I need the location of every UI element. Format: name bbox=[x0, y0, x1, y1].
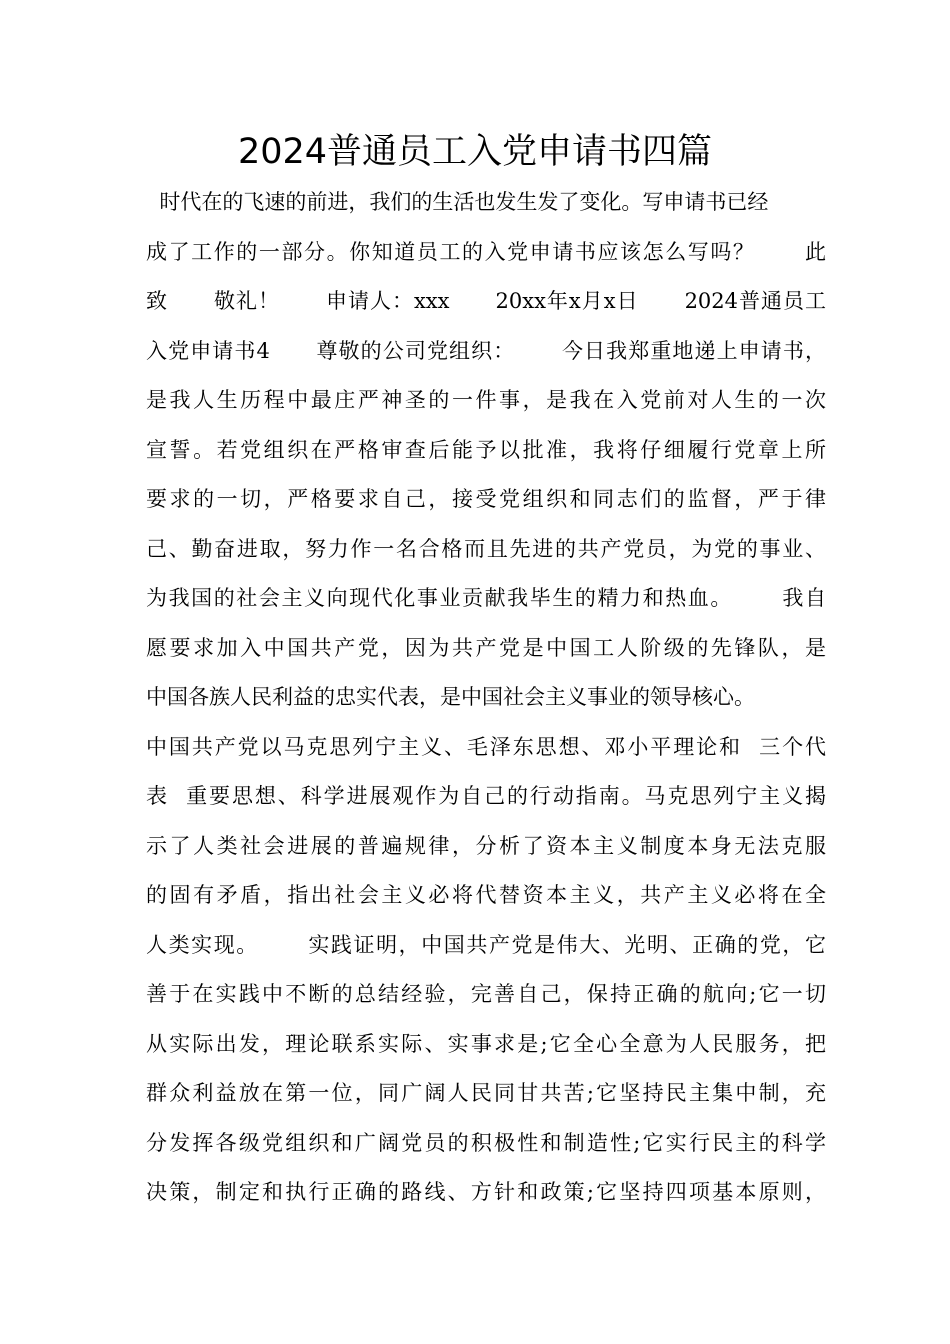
body-line: 善于在实践中不断的总结经验，完善自己，保持正确的航向;它一切 bbox=[146, 982, 826, 1006]
body-line: 表 重要思想、科学进展观作为自己的行动指南。马克思列宁主义揭 bbox=[146, 784, 826, 808]
body-line: 决策，制定和执行正确的路线、方针和政策;它坚持四项基本原则， bbox=[146, 1180, 826, 1204]
body-line: 致 敬礼！ 申请人：xxx 20xx年x月x日 2024普通员工 bbox=[146, 289, 826, 313]
body-line: 宣誓。若党组织在严格审查后能予以批准，我将仔细履行党章上所 bbox=[146, 437, 826, 462]
body-line: 分发挥各级党组织和广阔党员的积极性和制造性;它实行民主的科学 bbox=[146, 1130, 826, 1155]
body-line: 要求的一切，严格要求自己，接受党组织和同志们的监督，严于律 bbox=[146, 487, 826, 511]
body-line: 成了工作的一部分。你知道员工的入党申请书应该怎么写吗？ 此 bbox=[146, 239, 826, 264]
document-title: 2024普通员工入党申请书四篇 bbox=[237, 132, 713, 172]
body-line: 人类实现。 实践证明，中国共产党是伟大、光明、正确的党，它 bbox=[146, 932, 826, 957]
body-line: 入党申请书4 尊敬的公司党组织： 今日我郑重地递上申请书， bbox=[146, 338, 826, 363]
body-line: 时代在的飞速的前进，我们的生活也发生发了变化。写申请书已经 bbox=[146, 190, 769, 214]
body-line: 己、勤奋进取，努力作一名合格而且先进的共产党员，为党的事业、 bbox=[146, 536, 826, 561]
document-body bbox=[146, 178, 826, 1218]
body-line: 为我国的社会主义向现代化事业贡献我毕生的精力和热血。 我自 bbox=[146, 586, 826, 610]
body-line: 中国共产党以马克思列宁主义、毛泽东思想、邓小平理论和 三个代 bbox=[146, 734, 826, 759]
body-line: 示了人类社会进展的普遍规律，分析了资本主义制度本身无法克服 bbox=[146, 833, 826, 858]
body-line: 从实际出发，理论联系实际、实事求是;它全心全意为人民服务，把 bbox=[146, 1031, 826, 1056]
body-line: 中国各族人民利益的忠实代表，是中国社会主义事业的领导核心。 bbox=[146, 685, 755, 709]
body-line: 是我人生历程中最庄严神圣的一件事，是我在入党前对人生的一次 bbox=[146, 388, 826, 412]
body-line: 群众利益放在第一位，同广阔人民同甘共苦;它坚持民主集中制，充 bbox=[146, 1081, 826, 1105]
body-line: 的固有矛盾，指出社会主义必将代替资本主义，共产主义必将在全 bbox=[146, 883, 826, 907]
body-line: 愿要求加入中国共产党，因为共产党是中国工人阶级的先锋队，是 bbox=[146, 635, 826, 660]
